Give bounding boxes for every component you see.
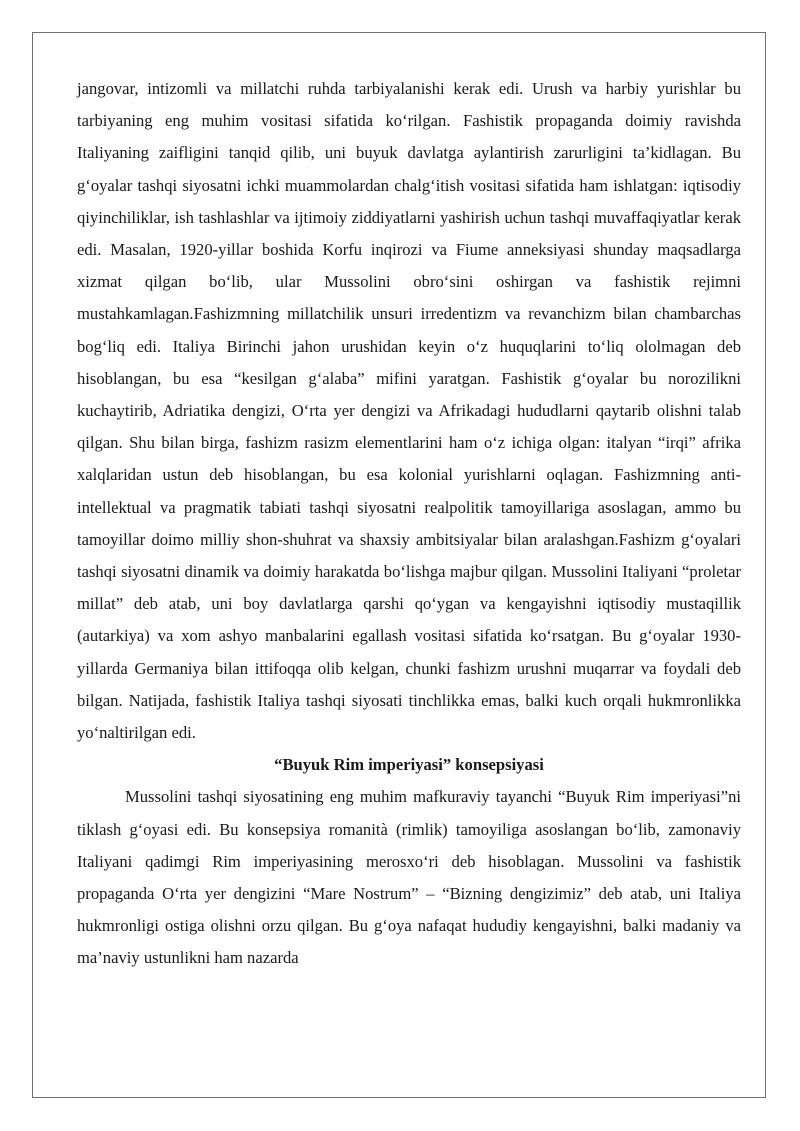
paragraph-2: Mussolini tashqi siyosatining eng muhim mafkuraviy tayanchi “Buyuk Rim imperiyasi”ni tiklash g‘oyasi edi. Bu konsepsiya romanità (rimlik) tamoyiliga asoslangan bo‘lib, zamonaviy Italiyani qadimgi Rim imperiyasining merosxo‘ri deb hisoblagan. Mussolini va fashistik propaganda O‘rta yer dengizini “Mare Nostrum” – “Bizning dengizimiz” deb atab, uni Italiya hukmronligi ostiga olishni orzu qilgan. Bu g‘oya nafaqat hududiy kengayishni, balki madaniy va ma’naviy ustunlikni ham nazarda <box>77 787 741 968</box>
document-body <box>77 73 741 975</box>
paragraph-1: jangovar, intizomli va millatchi ruhda tarbiyalanishi kerak edi. Urush va harbiy yurishlar bu tarbiyaning eng muhim vositasi sifatida ko‘rilgan. Fashistik propaganda doimiy ravishda Italiyaning zaifligini tanqid qilib, uni buyuk davlatga aylantirish zarurligini ta’kidlagan. Bu g‘oyalar tashqi siyosatni ichki muammolardan chalg‘itish vositasi sifatida ham ishlatgan: iqtisodiy qiyinchiliklar, ish tashlashlar va ijtimoiy ziddiyatlarni yashirish uchun tashqi muvaffaqiyatlar kerak edi. Masalan, 1920-yillar boshida Korfu inqirozi va Fiume anneksiyasi shunday maqsadlarga xizmat qilgan bo‘lib, ular Mussolini obro‘sini oshirgan va fashistik rejimni mustahkamlagan.Fashizmning millatchilik unsuri irredentizm va revanchizm bilan chambarchas bog‘liq edi. Italiya Birinchi jahon urushidan keyin o‘z huquqlarini to‘liq ololmagan deb hisoblangan, bu esa “kesilgan g‘alaba” mifini yaratgan. Fashistik g‘oyalar bu norozilikni kuchaytirib, Adriatika dengizi, O‘rta yer dengizi va Afrikadagi hududlarni qaytarib olishni talab qilgan. Shu bilan birga, fashizm rasizm elementlarini ham o‘z ichiga olgan: italyan “irqi” afrika xalqlaridan ustun deb hisoblangan, bu esa kolonial yurishlarni oqlagan. Fashizmning anti-intellektual va pragmatik tabiati tashqi siyosatni realpolitik tamoyillariga asoslagan, ammo bu tamoyillar doimo milliy shon-shuhrat va shaxsiy ambitsiyalar bilan aralashgan.Fashizm g‘oyalari tashqi siyosatni dinamik va doimiy harakatda bo‘lishga majbur qilgan. Mussolini Italiyani “proletar millat” deb atab, uni boy davlatlarga qarshi qo‘ygan va kengayishni iqtisodiy mustaqillik (autarkiya) va xom ashyo manbalarini egallash vositasi sifatida ko‘rsatgan. Bu g‘oyalar 1930-yillarda Germaniya bilan ittifoqqa olib kelgan, chunki fashizm urushni muqarrar va foydali deb bilgan. Natijada, fashistik Italiya tashqi siyosati tinchlikka emas, balki kuch orqali hukmronlikka yo‘naltirilgan edi. <box>77 79 741 743</box>
section-heading: “Buyuk Rim imperiyasi” konsepsiyasi <box>274 755 544 775</box>
